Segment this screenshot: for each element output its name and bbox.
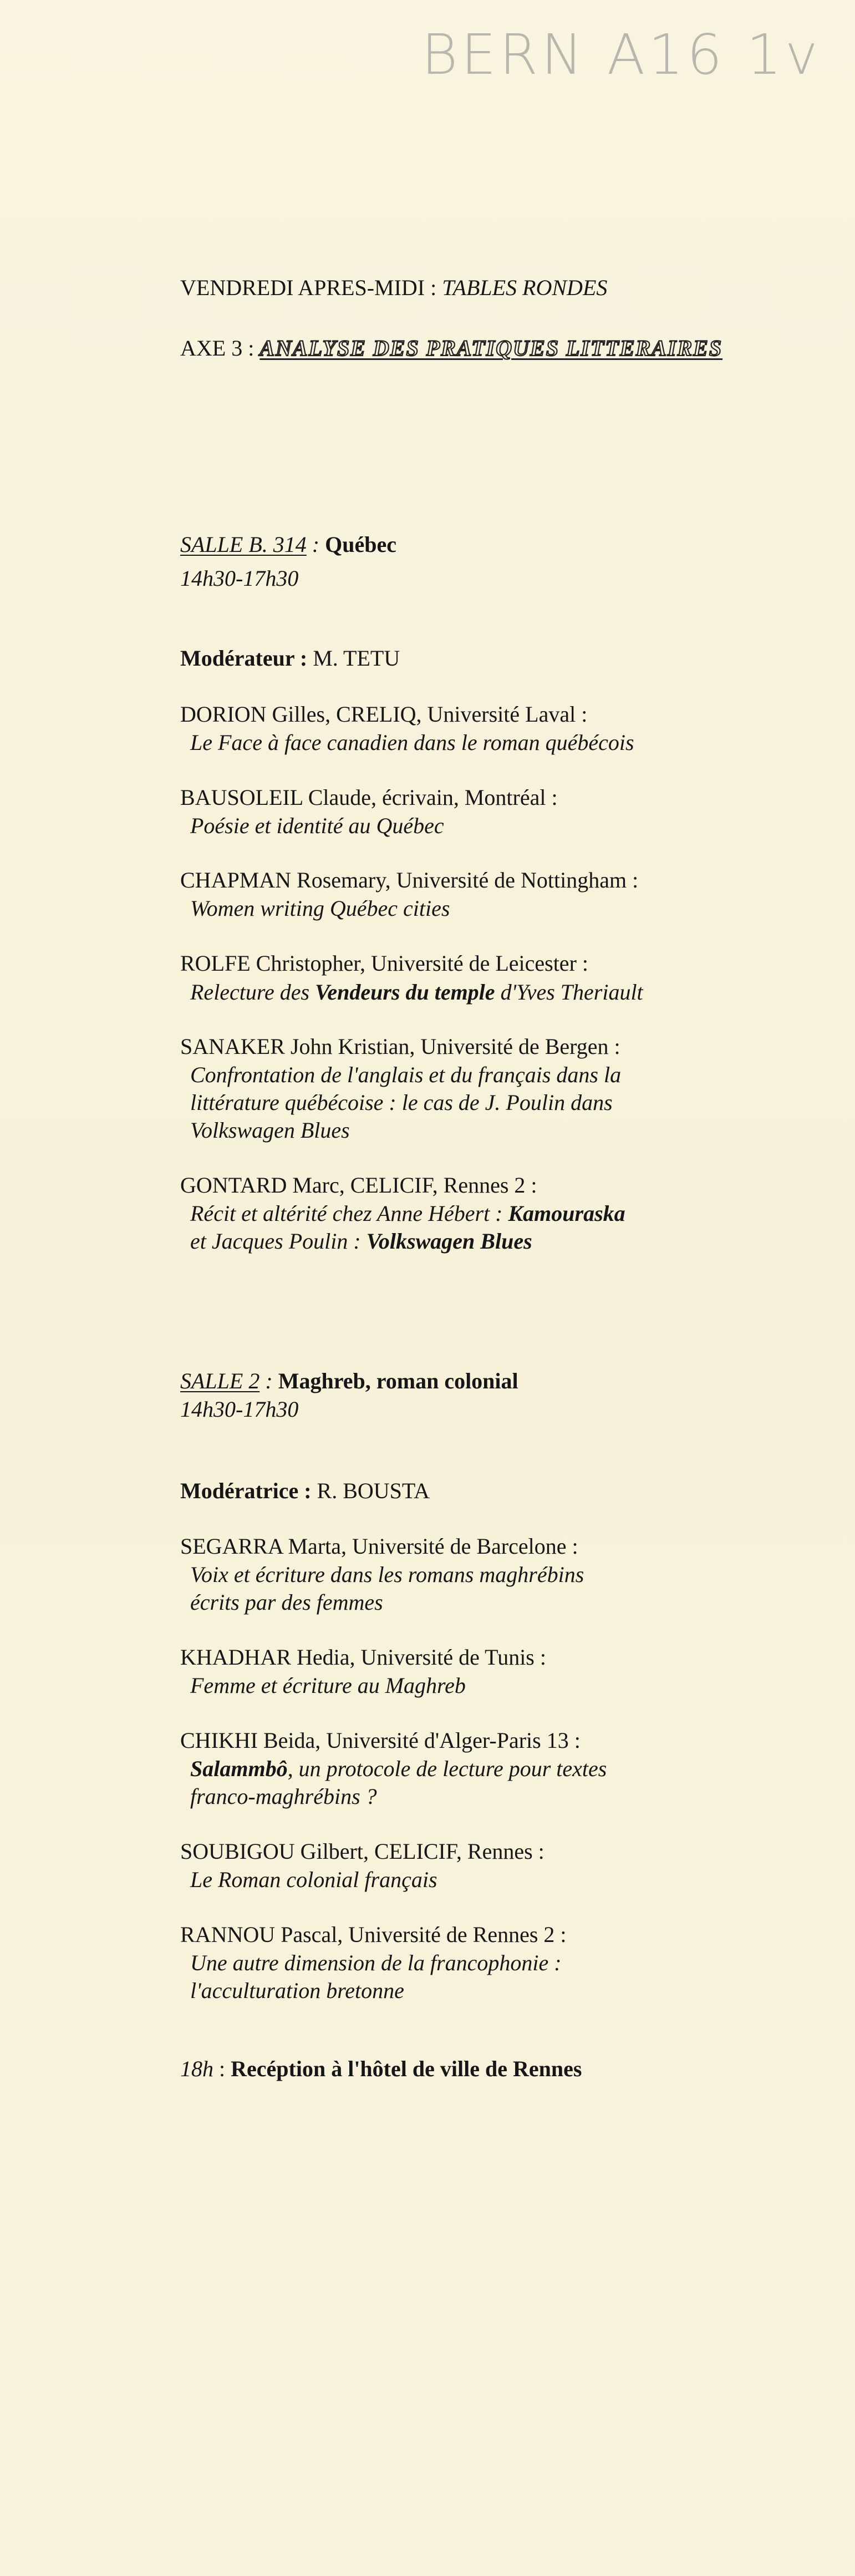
- talk-title: [190, 1200, 625, 1228]
- talk-title: [190, 1755, 607, 1783]
- talk-title: Femme et écriture au Maghreb: [190, 1673, 466, 1698]
- talk-title: Poésie et identité au Québec: [190, 813, 444, 838]
- talk-title: Le Roman colonial français: [190, 1867, 437, 1892]
- talk-speaker: RANNOU Pascal, Université de Rennes 2 :: [180, 1922, 567, 1947]
- axis-heading: [180, 334, 722, 362]
- day-title: TABLES RONDES: [442, 275, 608, 300]
- session2-moderator-label: Modératrice :: [180, 1478, 317, 1503]
- reception-text: Recéption à l'hôtel de ville de Rennes: [231, 2056, 582, 2081]
- axis-label: AXE 3 :: [180, 336, 260, 361]
- talk-speaker: SANAKER John Kristian, Université de Bergen :: [180, 1034, 620, 1059]
- talk-speaker: ROLFE Christopher, Université de Leicester :: [180, 951, 588, 976]
- talk-title-part: Relecture des: [190, 980, 315, 1005]
- session2-time: 14h30-17h30: [180, 1397, 299, 1422]
- work-title: Salammbô: [190, 1756, 288, 1781]
- session1-topic: Québec: [325, 532, 396, 557]
- work-title: Volkswagen Blues: [366, 1229, 532, 1254]
- session2-room: SALLE 2: [180, 1368, 260, 1393]
- talk-speaker: CHIKHI Beida, Université d'Alger-Paris 13 :: [180, 1728, 581, 1753]
- day-label: VENDREDI APRES-MIDI :: [180, 275, 442, 300]
- talk-speaker: SEGARRA Marta, Université de Barcelone :: [180, 1534, 578, 1559]
- work-title: Vendeurs du temple: [315, 980, 495, 1005]
- talk-speaker: CHAPMAN Rosemary, Université de Nottingham :: [180, 868, 639, 893]
- talk-title-part: Récit et altérité chez Anne Hébert :: [190, 1201, 508, 1226]
- session2-room-line: [180, 1367, 518, 1395]
- talk-speaker: SOUBIGOU Gilbert, CELICIF, Rennes :: [180, 1839, 544, 1864]
- talk-title: Une autre dimension de la francophonie :: [190, 1950, 562, 1975]
- talk-title: [190, 978, 643, 1006]
- talk-speaker: KHADHAR Hedia, Université de Tunis :: [180, 1645, 546, 1670]
- talk-title: écrits par des femmes: [190, 1590, 383, 1615]
- talk-speaker: GONTARD Marc, CELICIF, Rennes 2 :: [180, 1173, 537, 1198]
- axis-title: ANALYSE DES PRATIQUES LITTERAIRES: [259, 336, 723, 361]
- session1-room: SALLE B. 314: [180, 532, 307, 557]
- session1-room-line: [180, 531, 396, 559]
- talk-title: franco-maghrébins ?: [190, 1784, 377, 1809]
- talk-title: Le Face à face canadien dans le roman québécois: [190, 730, 634, 755]
- talk-title: Volkswagen Blues: [190, 1118, 350, 1143]
- talk-title: l'acculturation bretonne: [190, 1978, 404, 2003]
- reception-line: [180, 2055, 582, 2083]
- talk-title: Women writing Québec cities: [190, 896, 450, 921]
- session1-room-sep: :: [306, 532, 325, 557]
- talk-title: Voix et écriture dans les romans maghrébins: [190, 1562, 584, 1587]
- reception-time: 18h: [180, 2056, 213, 2081]
- talk-title-part: , un protocole de lecture pour textes: [287, 1756, 607, 1781]
- talk-title: Confrontation de l'anglais et du français dans la: [190, 1062, 622, 1087]
- day-heading: [180, 274, 607, 302]
- session1-moderator: [180, 645, 400, 672]
- talk-speaker: DORION Gilles, CRELIQ, Université Laval :: [180, 702, 588, 727]
- session2-moderator: [180, 1477, 430, 1505]
- session2-topic: Maghreb, roman colonial: [278, 1368, 518, 1393]
- talk-title-part: et Jacques Poulin :: [190, 1229, 367, 1254]
- talk-title-part: d'Yves Theriault: [495, 980, 643, 1005]
- session1-moderator-label: Modérateur :: [180, 646, 313, 671]
- talk-title: [190, 1228, 532, 1255]
- talk-speaker: BAUSOLEIL Claude, écrivain, Montréal :: [180, 785, 558, 810]
- reception-sep: :: [213, 2056, 231, 2081]
- work-title: Kamouraska: [508, 1201, 625, 1226]
- session1-moderator-name: M. TETU: [313, 646, 400, 671]
- archive-handwritten-mark: BERN A16 1v: [421, 22, 821, 87]
- session2-room-sep: :: [259, 1368, 278, 1393]
- talk-title: littérature québécoise : le cas de J. Poulin dans: [190, 1090, 613, 1115]
- session1-time: 14h30-17h30: [180, 566, 299, 591]
- session2-moderator-name: R. BOUSTA: [317, 1478, 430, 1503]
